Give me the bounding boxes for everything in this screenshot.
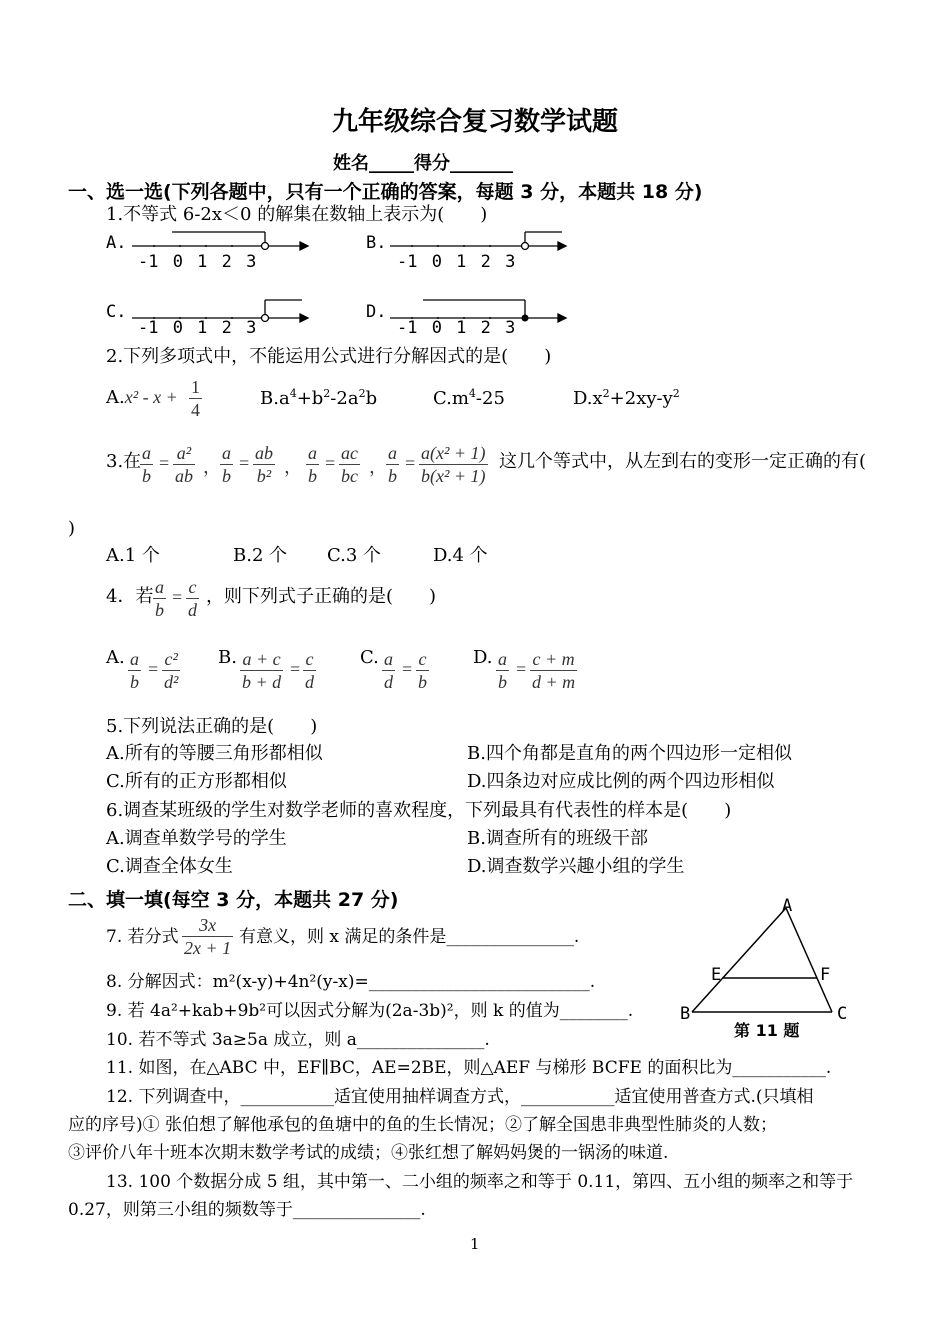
q2-a-label: A. bbox=[106, 387, 125, 408]
denominator: d + m bbox=[532, 672, 576, 692]
q2-c-prefix: C.m bbox=[433, 388, 469, 409]
q2-b-mid2: -2a bbox=[330, 388, 359, 409]
equals-sign: = bbox=[516, 659, 527, 679]
q1-ticks-a: -1 0 1 2 3 bbox=[138, 252, 257, 272]
q5-option-b: B.四个角都是直角的两个四边形一定相似 bbox=[467, 743, 792, 764]
denominator: b² bbox=[256, 466, 272, 486]
figure-label-a: A bbox=[782, 896, 793, 916]
denominator: d bbox=[305, 672, 314, 692]
numerator: a bbox=[384, 649, 393, 669]
q7-fraction bbox=[182, 914, 233, 959]
page-number: 1 bbox=[470, 1235, 480, 1253]
q9: 9. 若 4a²+kab+9b²可以因式分解为(2a-3b)²，则 k 的值为________. bbox=[106, 1001, 634, 1021]
equals-sign: = bbox=[159, 453, 170, 473]
figure-caption: 第 11 题 bbox=[734, 1021, 800, 1040]
q2-d-exp1: 2 bbox=[602, 387, 610, 400]
denominator: b bbox=[498, 672, 507, 692]
q2-c-end: -25 bbox=[475, 388, 505, 409]
equals-sign: = bbox=[172, 587, 183, 607]
q2-b-prefix: B.a bbox=[260, 388, 290, 409]
q3-frac1-left bbox=[140, 442, 153, 487]
figure-label-c: C bbox=[837, 1004, 848, 1024]
q1-option-c: C. bbox=[106, 302, 127, 322]
q2-b-exp1: 4 bbox=[289, 387, 297, 400]
q4-prefix: 4．若 bbox=[106, 586, 154, 607]
denominator: b bbox=[418, 672, 427, 692]
q2-a-expr: x² - x + bbox=[124, 387, 178, 407]
comma: ， bbox=[203, 457, 221, 477]
section1-heading: 一、选一选(下列各题中，只有一个正确的答案，每题 3 分，本题共 18 分) bbox=[68, 181, 703, 203]
denominator: d bbox=[188, 600, 197, 620]
q1-stem: 1.不等式 6-2x＜0 的解集在数轴上表示为( ) bbox=[106, 204, 488, 225]
q4-stem-frac-right bbox=[186, 576, 199, 621]
q6-option-a: A.调查单数学号的学生 bbox=[106, 828, 287, 849]
denominator: b bbox=[388, 466, 397, 486]
numerator: ac bbox=[341, 443, 358, 463]
q4-d-frac-left bbox=[496, 648, 509, 693]
q1-ticks-d: -1 0 1 2 3 bbox=[397, 318, 516, 338]
q2-d-mid: +2xy-y bbox=[609, 388, 673, 409]
q13-line1: 13. 100 个数据分成 5 组，其中第一、二小组的频率之和等于 0.11，第四、五小组的频率之和等于 bbox=[106, 1172, 854, 1192]
denominator: d² bbox=[164, 672, 179, 692]
equals-sign: = bbox=[239, 453, 250, 473]
q2-a-numerator: 1 bbox=[191, 377, 200, 397]
numerator: c + m bbox=[530, 648, 577, 671]
q2-stem: 2.下列多项式中，不能运用公式进行分解因式的是( ) bbox=[106, 346, 552, 367]
denominator: ab bbox=[175, 466, 193, 486]
q7-prefix: 7. 若分式 bbox=[106, 927, 179, 947]
q1-option-a: A. bbox=[106, 233, 127, 253]
numerator: a bbox=[222, 443, 231, 463]
numerator: a bbox=[308, 443, 317, 463]
q3-prefix: 3.在 bbox=[106, 451, 142, 472]
q4-a-frac-left bbox=[128, 648, 141, 693]
denominator: b bbox=[155, 600, 164, 620]
q6-option-d: D.调查数学兴趣小组的学生 bbox=[467, 856, 685, 877]
q2-b-mid1: +b bbox=[296, 388, 324, 409]
q5-option-d: D.四条边对应成比例的两个四边形相似 bbox=[467, 771, 775, 792]
q8: 8. 分解因式：m²(x-y)+4n²(y-x)=__________________________. bbox=[106, 972, 596, 992]
comma: ， bbox=[369, 457, 387, 477]
q2-c-exp: 4 bbox=[468, 387, 476, 400]
q4-b-frac-left bbox=[240, 648, 283, 693]
q13-line2: 0.27，则第三小组的频数等于_______________. bbox=[68, 1200, 426, 1220]
q3-option-d: D.4 个 bbox=[433, 545, 488, 566]
q4-label-b: B. bbox=[218, 647, 237, 668]
numerator: 3x bbox=[182, 914, 233, 937]
q3-option-a: A.1 个 bbox=[106, 545, 160, 566]
q3-frac3-left bbox=[306, 442, 319, 487]
q6-option-b: B.调查所有的班级干部 bbox=[467, 828, 648, 849]
denominator: d bbox=[384, 672, 393, 692]
figure-label-f: F bbox=[820, 965, 831, 985]
q1-ticks-c: -1 0 1 2 3 bbox=[138, 318, 257, 338]
equals-sign: = bbox=[405, 453, 416, 473]
q2-a-fraction bbox=[189, 376, 202, 421]
q2-d-exp2: 2 bbox=[672, 387, 680, 400]
q4-suffix: ，则下列式子正确的是( ) bbox=[206, 586, 437, 607]
numerator: a bbox=[142, 443, 151, 463]
denominator: b bbox=[130, 672, 139, 692]
numerator: c bbox=[186, 576, 199, 599]
name-score-line: 姓名_____得分_______ bbox=[333, 153, 513, 174]
denominator: bc bbox=[341, 466, 358, 486]
q12-line2: 应的序号)① 张伯想了解他承包的鱼塘中的鱼的生长情况；②了解全国患非典型性肺炎的人数； bbox=[68, 1115, 778, 1135]
q4-c-frac-right bbox=[416, 648, 429, 693]
page-title: 九年级综合复习数学试题 bbox=[331, 107, 618, 137]
denominator: b(x² + 1) bbox=[421, 466, 486, 486]
q3-frac2-left bbox=[220, 442, 233, 487]
numerator: c bbox=[416, 648, 429, 671]
section2-heading: 二、填一填(每空 3 分，本题共 27 分) bbox=[68, 889, 399, 911]
numerator: a bbox=[498, 649, 507, 669]
q4-label-c: C. bbox=[360, 647, 379, 668]
q1-option-b: B. bbox=[366, 233, 387, 253]
q1-option-d: D. bbox=[366, 302, 387, 322]
numerator: a + c bbox=[240, 648, 283, 671]
denominator: b bbox=[222, 466, 231, 486]
q6-stem: 6.调查某班级的学生对数学老师的喜欢程度，下列最具有代表性的样本是( ) bbox=[106, 800, 732, 821]
q7-suffix: 有意义，则 x 满足的条件是_______________. bbox=[239, 927, 580, 947]
q5-option-c: C.所有的正方形都相似 bbox=[106, 771, 287, 792]
q4-stem-frac-left bbox=[153, 576, 166, 621]
q6-option-c: C.调查全体女生 bbox=[106, 856, 233, 877]
q5-stem: 5.下列说法正确的是( ) bbox=[106, 716, 318, 737]
numerator: a bbox=[388, 443, 397, 463]
denominator: 2x + 1 bbox=[184, 938, 232, 958]
equals-sign: = bbox=[325, 453, 336, 473]
equals-sign: = bbox=[290, 659, 301, 679]
q5-option-a: A.所有的等腰三角形都相似 bbox=[106, 743, 323, 764]
q3-suffix: 这几个等式中，从左到右的变形一定正确的有( bbox=[499, 451, 867, 472]
q2-a-denominator: 4 bbox=[191, 400, 200, 420]
numerator: a bbox=[130, 649, 139, 669]
equals-sign: = bbox=[402, 659, 413, 679]
q2-option-a bbox=[106, 387, 178, 408]
q2-option-b bbox=[260, 387, 377, 409]
q3-frac3-right bbox=[339, 442, 360, 487]
numerator: c² bbox=[162, 648, 180, 671]
q4-label-a: A. bbox=[106, 647, 125, 668]
denominator: b bbox=[142, 466, 151, 486]
q11: 11. 如图，在△ABC 中，EF∥BC，AE=2BE，则△AEF 与梯形 BCFE 的面积比为___________. bbox=[106, 1058, 832, 1078]
numerator: ab bbox=[255, 443, 273, 463]
q4-d-frac-right bbox=[530, 648, 577, 693]
q3-frac1-right bbox=[173, 442, 195, 487]
q3-close-paren: ) bbox=[68, 518, 76, 539]
q12-line1: 12. 下列调查中，___________适宜使用抽样调查方式，___________适宜使用普查方式.(只填相 bbox=[106, 1087, 814, 1107]
q2-b-end: b bbox=[365, 388, 378, 409]
q3-option-b: B.2 个 bbox=[233, 545, 288, 566]
figure-label-e: E bbox=[711, 965, 722, 985]
q2-b-exp2: 2 bbox=[323, 387, 331, 400]
denominator: b + d bbox=[242, 672, 282, 692]
numerator: a(x² + 1) bbox=[421, 443, 486, 463]
q3-frac2-right bbox=[253, 442, 275, 487]
q2-option-c bbox=[433, 387, 505, 409]
comma: ， bbox=[284, 457, 302, 477]
q4-label-d: D. bbox=[473, 647, 493, 668]
q2-b-exp3: 2 bbox=[358, 387, 366, 400]
q1-ticks-b: -1 0 1 2 3 bbox=[397, 252, 516, 272]
numerator: a bbox=[155, 577, 164, 597]
equals-sign: = bbox=[148, 659, 159, 679]
q4-c-frac-left bbox=[382, 648, 395, 693]
q4-b-frac-right bbox=[303, 648, 316, 693]
q3-frac4-right bbox=[419, 442, 488, 487]
q10: 10. 若不等式 3a≥5a 成立，则 a_______________. bbox=[106, 1030, 490, 1050]
q3-frac4-left bbox=[386, 442, 399, 487]
numerator: c bbox=[303, 648, 316, 671]
numerator: a² bbox=[173, 442, 195, 465]
q2-d-prefix: D.x bbox=[573, 388, 603, 409]
q2-option-d bbox=[573, 387, 680, 409]
q12-line3: ③评价八年十班本次期末数学考试的成绩；④张红想了解妈妈煲的一锅汤的味道. bbox=[68, 1143, 669, 1163]
q3-option-c: C.3 个 bbox=[327, 545, 382, 566]
figure-label-b: B bbox=[680, 1004, 691, 1024]
q4-a-frac-right bbox=[162, 648, 180, 693]
denominator: b bbox=[308, 466, 317, 486]
